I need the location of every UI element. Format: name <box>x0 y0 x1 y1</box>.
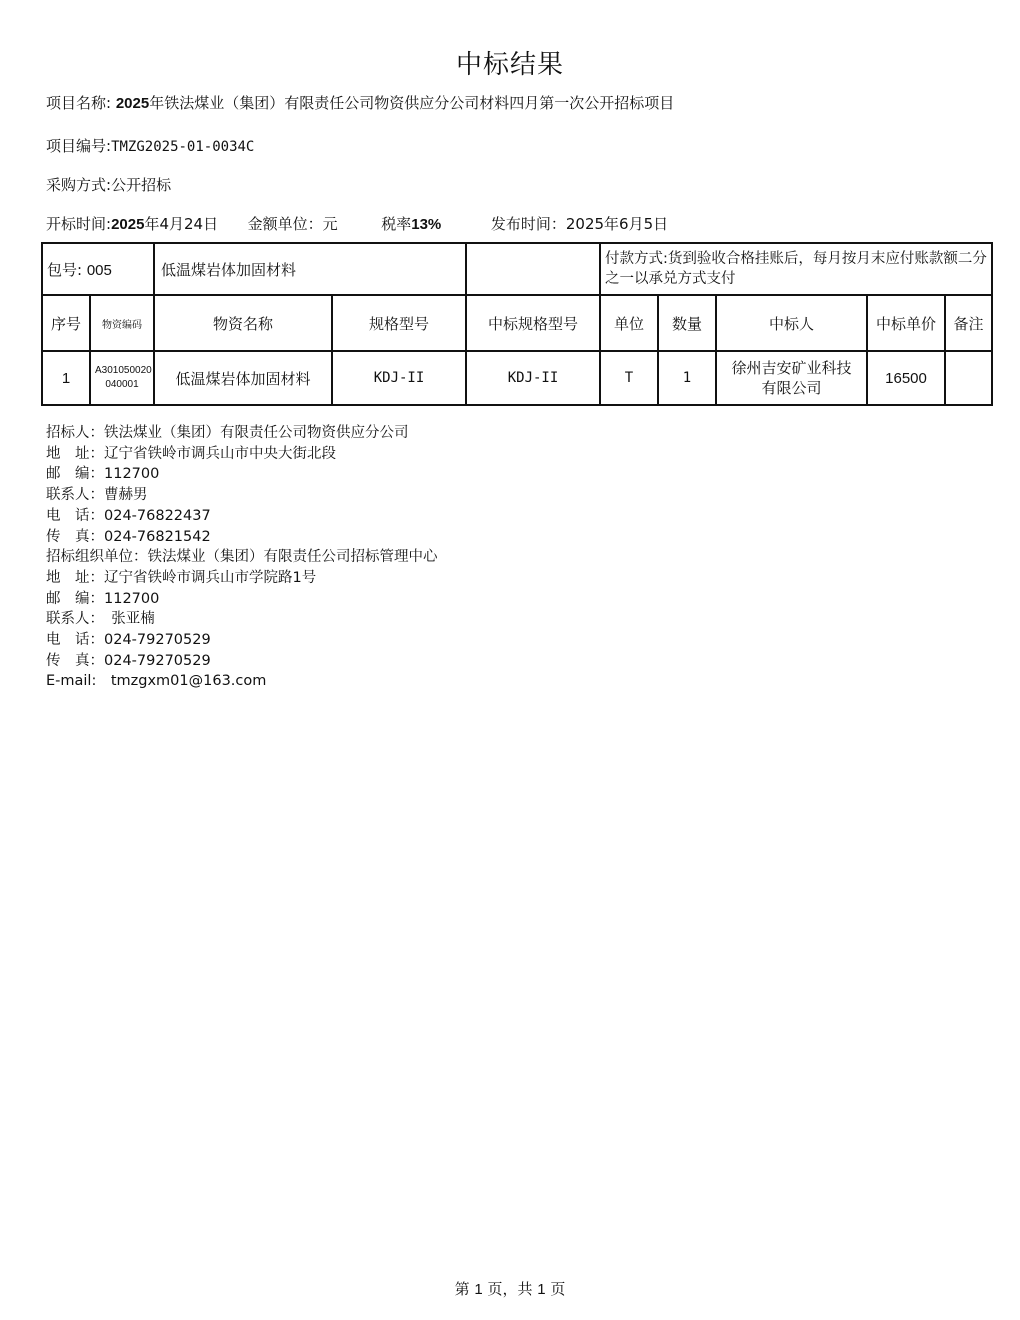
project-name-year: 2025 <box>115 95 150 112</box>
table-header-row <box>42 295 992 351</box>
cell-material-name: 低温煤岩体加固材料 <box>154 351 332 405</box>
package-blank-cell <box>466 243 600 295</box>
agency-phone: 电 话：024-79270529 <box>46 632 211 649</box>
procurement-method-line <box>46 174 171 195</box>
header-quantity: 数量 <box>658 295 716 351</box>
header-spec: 规格型号 <box>332 295 466 351</box>
award-table <box>41 242 993 406</box>
header-winner: 中标人 <box>716 295 867 351</box>
header-unit: 单位 <box>600 295 658 351</box>
tax-label: 税率 <box>381 215 412 233</box>
package-name: 低温煤岩体加固材料 <box>154 243 466 295</box>
project-code-label: 项目编号: <box>46 137 112 155</box>
tenderer-phone: 电 话：024-76822437 <box>46 507 211 524</box>
currency: 元 <box>322 215 338 233</box>
cell-unit-price: 16500 <box>867 351 945 405</box>
publish-time: 2025年6月5日 <box>565 215 669 233</box>
package-number: 005 <box>86 261 112 279</box>
winner-line-2: 有限公司 <box>761 379 822 397</box>
cell-winning-spec: KDJ-II <box>466 351 600 405</box>
material-code-part-2: 040001 <box>105 379 139 390</box>
header-material-code: 物资编码 <box>90 295 154 351</box>
tenderer-postcode: 邮 编：112700 <box>46 466 160 483</box>
cell-material-code <box>90 351 154 405</box>
tax-rate: 13% <box>411 216 442 233</box>
project-name-label: 项目名称: <box>46 94 112 112</box>
agency-contact: 联系人： 张亚楠 <box>46 611 155 628</box>
winner-line-1: 徐州吉安矿业科技 <box>731 359 852 377</box>
cell-unit: T <box>600 351 658 405</box>
open-time-date: 年4月24日 <box>144 215 219 233</box>
page-footer <box>0 1278 1020 1299</box>
page-number: 1 <box>474 1281 483 1298</box>
tenderer-fax: 传 真：024-76821542 <box>46 528 211 545</box>
tenderer-address: 地 址：辽宁省铁岭市调兵山市中央大街北段 <box>46 445 336 462</box>
page-total: 1 <box>537 1281 546 1298</box>
header-winning-spec: 中标规格型号 <box>466 295 600 351</box>
package-row <box>42 243 992 295</box>
table-row <box>42 351 992 405</box>
project-name-text: 年铁法煤业（集团）有限责任公司物资供应分公司材料四月第一次公开招标项目 <box>149 94 675 112</box>
package-cell <box>42 243 154 295</box>
project-name-line <box>46 92 674 113</box>
project-code-line <box>46 135 254 156</box>
cell-winner <box>716 351 867 405</box>
open-time-year: 2025 <box>111 216 145 233</box>
cell-seq: 1 <box>42 351 90 405</box>
agency-address: 地 址：辽宁省铁岭市调兵山市学院路1号 <box>46 569 317 586</box>
contact-block <box>46 423 438 692</box>
document-title: 中标结果 <box>455 50 564 80</box>
payment-terms: 付款方式:货到验收合格挂账后，每月按月末应付账款额二分之一以承兑方式支付 <box>600 243 992 295</box>
cell-quantity: 1 <box>658 351 716 405</box>
page-mid: 页，共 <box>487 1280 533 1298</box>
page-prefix: 第 <box>454 1280 470 1298</box>
tenderer-contact: 联系人：曹赫男 <box>46 487 148 504</box>
agency-fax: 传 真：024-79270529 <box>46 652 211 669</box>
material-code-part-1: A301050020 <box>95 365 152 376</box>
header-remark: 备注 <box>945 295 992 351</box>
procurement-method-label: 采购方式: <box>46 176 112 194</box>
tenderer: 招标人：铁法煤业（集团）有限责任公司物资供应分公司 <box>46 425 409 441</box>
procurement-method: 公开招标 <box>111 176 172 194</box>
currency-label: 金额单位： <box>247 215 323 233</box>
package-label: 包号: <box>47 260 83 279</box>
header-seq: 序号 <box>42 295 90 351</box>
meta-line <box>46 213 668 234</box>
open-time-label: 开标时间: <box>46 215 112 233</box>
cell-spec: KDJ-II <box>332 351 466 405</box>
project-code: TMZG2025-01-0034C <box>111 139 255 155</box>
cell-remark <box>945 351 992 405</box>
publish-time-label: 发布时间： <box>490 215 566 233</box>
page-suffix: 页 <box>550 1280 566 1298</box>
agency-email: E-mail: tmzgxm01@163.com <box>46 673 267 690</box>
header-material-name: 物资名称 <box>154 295 332 351</box>
agency: 招标组织单位：铁法煤业（集团）有限责任公司招标管理中心 <box>46 549 438 566</box>
agency-postcode: 邮 编：112700 <box>46 590 160 607</box>
header-unit-price: 中标单价 <box>867 295 945 351</box>
